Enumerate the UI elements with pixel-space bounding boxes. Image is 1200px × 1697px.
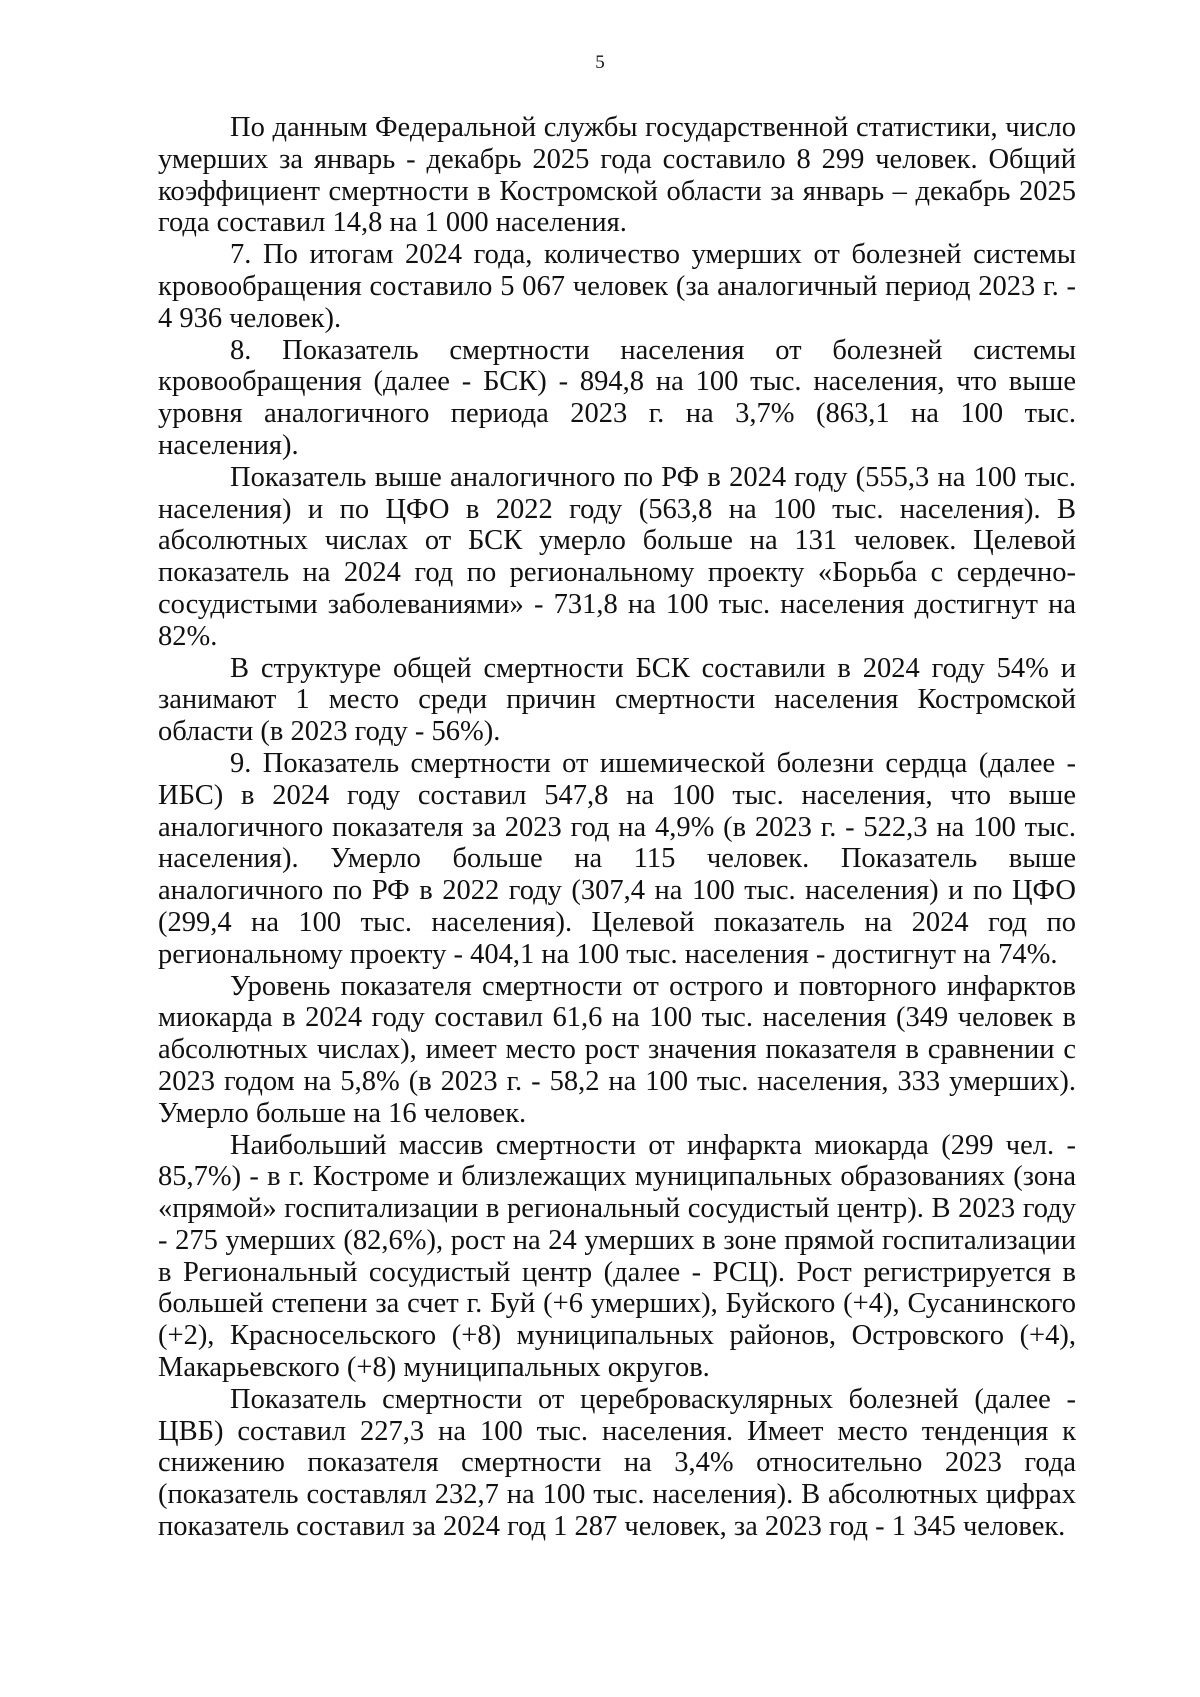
paragraph-item-8-bsk-rate: 8. Показатель смертности населения от болезней системы кровообращения (далее - БСК) - 894,8 на 100 тыс. населения, что выше уровня аналогичного периода 2023 г. на 3,7% (863,1 на 100 тыс. населения). [158, 334, 1076, 461]
page-number: 5 [595, 52, 605, 73]
paragraph-bsk-structure: В структуре общей смертности БСК составили в 2024 году 54% и занимают 1 место среди причин смертности населения Костромской области (в 2023 году - 56%). [158, 652, 1076, 748]
paragraph-mortality-general: По данным Федеральной службы государственной статистики, число умерших за январь - декабрь 2025 года составило 8 299 человек. Общий коэффициент смертности в Костромской области за январь – декабрь 2025 года составил 14,8 на 1 000 населения. [158, 112, 1076, 239]
paragraph-infarction-distribution: Наибольший массив смертности от инфаркта миокарда (299 чел. - 85,7%) - в г. Костроме и близлежащих муниципальных образованиях (зона «прямой» госпитализации в региональный сосудистый центр). В 2023 году - 275 умерших (82,6%), рост на 24 умерших в зоне прямой госпитализации в Региональный сосудистый центр (далее - РСЦ). Рост регистрируется в большей степени за счет г. Буй (+6 умерших), Буйского (+4), Сусанинского (+2), Красносельского (+8) муниципальных районов, Островского (+4), Макарьевского (+8) муниципальных округов. [158, 1129, 1076, 1384]
paragraph-item-9-ibs-rate: 9. Показатель смертности от ишемической болезни сердца (далее - ИБС) в 2024 году составил 547,8 на 100 тыс. населения, что выше аналогичного показателя за 2023 год на 4,9% (в 2023 г. - 522,3 на 100 тыс. населения). Умерло больше на 115 человек. Показатель выше аналогичного по РФ в 2022 году (307,4 на 100 тыс. населения) и по ЦФО (299,4 на 100 тыс. населения). Целевой показатель на 2024 год по региональному проекту - 404,1 на 100 тыс. населения - достигнут на 74%. [158, 747, 1076, 970]
paragraph-bsk-comparison: Показатель выше аналогичного по РФ в 2024 году (555,3 на 100 тыс. населения) и по ЦФО в 2022 году (563,8 на 100 тыс. населения). В абсолютных числах от БСК умерло больше на 131 человек. Целевой показатель на 2024 год по региональному проекту «Борьба с сердечно-сосудистыми заболеваниями» - 731,8 на 100 тыс. населения достигнут на 82%. [158, 461, 1076, 652]
paragraph-item-7-circulatory-deaths: 7. По итогам 2024 года, количество умерших от болезней системы кровообращения составило 5 067 человек (за аналогичный период 2023 г. - 4 936 человек). [158, 239, 1076, 334]
paragraph-infarction-rate: Уровень показателя смертности от острого и повторного инфарктов миокарда в 2024 году составил 61,6 на 100 тыс. населения (349 человек в абсолютных числах), имеет место рост значения показателя в сравнении с 2023 годом на 5,8% (в 2023 г. - 58,2 на 100 тыс. населения, 333 умерших). Умерло больше на 16 человек. [158, 970, 1076, 1129]
document-body [158, 112, 1076, 1543]
paragraph-cvb-rate: Показатель смертности от цереброваскулярных болезней (далее - ЦВБ) составил 227,3 на 100 тыс. населения. Имеет место тенденция к снижению показателя смертности на 3,4% относительно 2023 года (показатель составлял 232,7 на 100 тыс. населения). В абсолютных цифрах показатель составил за 2024 год 1 287 человек, за 2023 год - 1 345 человек. [158, 1383, 1076, 1543]
